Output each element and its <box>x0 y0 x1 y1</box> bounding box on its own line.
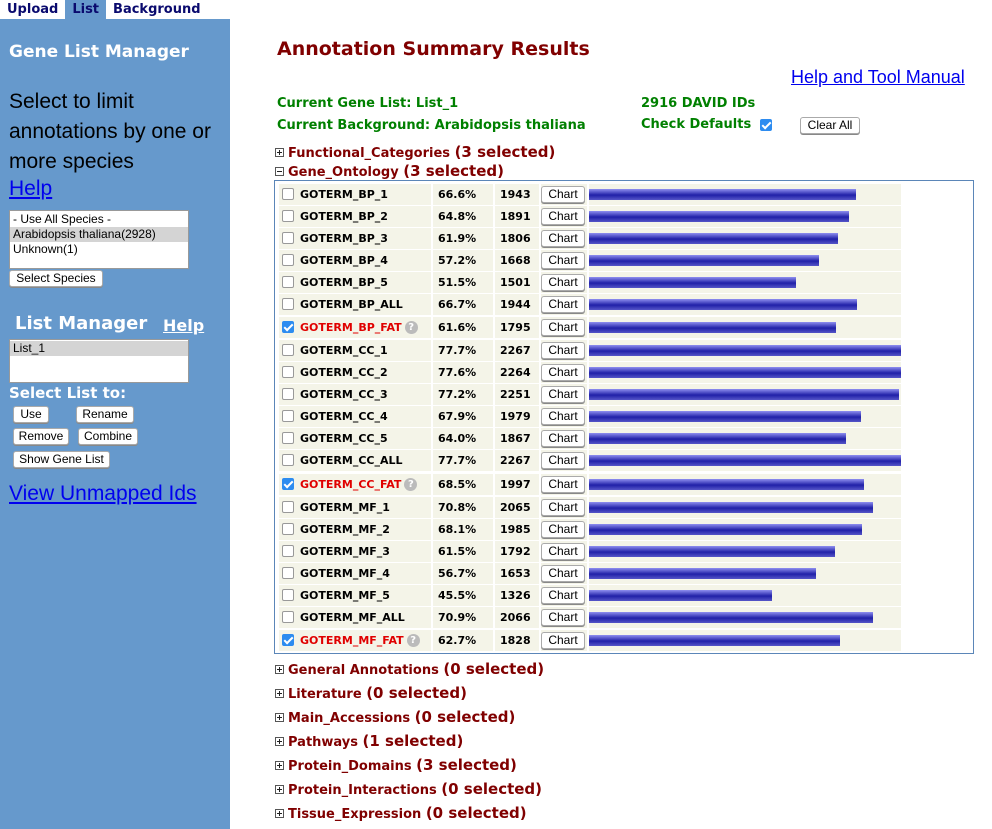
chart-button[interactable]: Chart <box>541 186 585 203</box>
expand-icon[interactable] <box>275 761 284 770</box>
go-term-name: GOTERM_BP_FAT ? <box>300 321 418 334</box>
go-term-count: 1985 <box>500 523 531 536</box>
go-term-count: 1891 <box>500 210 531 223</box>
list-manager-title: List Manager <box>15 313 148 334</box>
go-term-row <box>279 541 901 563</box>
go-term-checkbox[interactable] <box>282 321 294 333</box>
go-term-count: 1668 <box>500 254 531 267</box>
go-term-bar <box>589 367 901 378</box>
go-term-bar <box>589 590 772 601</box>
go-term-row <box>279 607 901 629</box>
chart-button[interactable]: Chart <box>541 364 585 381</box>
go-term-percent: 62.7% <box>438 634 477 647</box>
go-term-bar <box>589 233 838 244</box>
chart-button[interactable]: Chart <box>541 587 585 604</box>
chart-button[interactable]: Chart <box>541 296 585 313</box>
category-name: Protein_Interactions <box>288 783 437 798</box>
category-name: General Annotations <box>288 663 439 678</box>
help-manual-link[interactable]: Help and Tool Manual <box>791 67 965 87</box>
go-term-checkbox[interactable] <box>282 366 294 378</box>
chart-button[interactable]: Chart <box>541 274 585 291</box>
go-term-bar <box>589 524 862 535</box>
go-term-name: GOTERM_MF_3 <box>300 545 390 558</box>
chart-button[interactable]: Chart <box>541 543 585 560</box>
collapse-icon[interactable] <box>275 167 284 176</box>
show-gene-list-button[interactable]: Show Gene List <box>13 451 110 468</box>
go-term-checkbox[interactable] <box>282 344 294 356</box>
go-term-bar <box>589 411 861 422</box>
go-term-percent: 68.5% <box>438 478 477 491</box>
rename-button[interactable]: Rename <box>76 406 134 423</box>
go-term-checkbox[interactable] <box>282 545 294 557</box>
go-term-name: GOTERM_MF_ALL <box>300 611 405 624</box>
go-term-name: GOTERM_BP_ALL <box>300 298 403 311</box>
go-term-row <box>279 519 901 541</box>
category-row[interactable] <box>275 684 467 702</box>
expand-icon[interactable] <box>275 665 284 674</box>
go-term-name: GOTERM_MF_1 <box>300 501 390 514</box>
category-row[interactable] <box>275 756 517 774</box>
category-count: (0 selected) <box>366 684 467 702</box>
go-term-row <box>279 474 901 496</box>
go-term-name: GOTERM_CC_ALL <box>300 454 403 467</box>
help-question-icon[interactable]: ? <box>405 321 418 334</box>
go-term-name: GOTERM_BP_4 <box>300 254 388 267</box>
go-term-row <box>279 563 901 585</box>
go-term-bar <box>589 502 873 513</box>
go-term-bar <box>589 612 873 623</box>
tab-list[interactable]: List <box>65 0 106 19</box>
go-term-bar <box>589 277 796 288</box>
category-gene-ontology[interactable] <box>275 162 504 180</box>
go-term-row <box>279 206 901 228</box>
category-name: Pathways <box>288 735 359 750</box>
gene-list-option[interactable]: List_1 <box>10 341 188 356</box>
go-term-count: 2065 <box>500 501 531 514</box>
go-term-percent: 64.8% <box>438 210 477 223</box>
go-term-checkbox[interactable] <box>282 432 294 444</box>
go-term-checkbox[interactable] <box>282 523 294 535</box>
go-term-percent: 66.6% <box>438 188 477 201</box>
go-term-row <box>279 497 901 519</box>
category-count: (3 selected) <box>454 143 556 161</box>
chart-button[interactable]: Chart <box>541 208 585 225</box>
go-term-checkbox[interactable] <box>282 634 294 646</box>
go-term-count: 2251 <box>500 388 531 401</box>
category-count: (0 selected) <box>443 660 545 678</box>
go-term-bar <box>589 389 899 400</box>
check-defaults <box>641 117 772 132</box>
go-term-checkbox[interactable] <box>282 298 294 310</box>
go-term-name: GOTERM_CC_5 <box>300 432 388 445</box>
go-term-checkbox[interactable] <box>282 454 294 466</box>
expand-icon[interactable] <box>275 809 284 818</box>
go-term-count: 2267 <box>500 344 531 357</box>
category-count: (3 selected) <box>416 756 517 774</box>
go-term-row <box>279 384 901 406</box>
current-gene-list: Current Gene List: List_1 <box>277 96 459 111</box>
go-term-row <box>279 184 901 206</box>
go-term-count: 1943 <box>500 188 531 201</box>
top-tabs <box>0 0 208 19</box>
chart-button[interactable]: Chart <box>541 430 585 447</box>
go-term-name: GOTERM_BP_2 <box>300 210 388 223</box>
go-term-percent: 61.5% <box>438 545 477 558</box>
go-term-name: GOTERM_MF_5 <box>300 589 390 602</box>
go-term-count: 1806 <box>500 232 531 245</box>
go-term-percent: 64.0% <box>438 432 477 445</box>
go-term-checkbox[interactable] <box>282 410 294 422</box>
chart-button[interactable]: Chart <box>541 319 585 336</box>
sidebar <box>0 19 230 829</box>
expand-icon[interactable] <box>275 148 284 157</box>
go-term-row <box>279 340 901 362</box>
go-term-percent: 61.9% <box>438 232 477 245</box>
go-term-name: GOTERM_CC_2 <box>300 366 388 379</box>
go-term-count: 2267 <box>500 454 531 467</box>
go-term-percent: 45.5% <box>438 589 477 602</box>
go-term-percent: 67.9% <box>438 410 477 423</box>
view-unmapped-ids-link[interactable]: View Unmapped Ids <box>9 482 197 505</box>
go-term-name: GOTERM_BP_5 <box>300 276 388 289</box>
select-species-button[interactable]: Select Species <box>9 270 103 287</box>
go-term-name: GOTERM_BP_1 <box>300 188 388 201</box>
go-term-checkbox[interactable] <box>282 388 294 400</box>
go-term-name: GOTERM_BP_3 <box>300 232 388 245</box>
go-term-bar <box>589 299 857 310</box>
expand-icon[interactable] <box>275 785 284 794</box>
go-term-row <box>279 406 901 428</box>
category-row[interactable] <box>275 660 544 678</box>
gene-ontology-panel <box>274 180 974 654</box>
go-term-percent: 70.9% <box>438 611 477 624</box>
chart-button[interactable]: Chart <box>541 408 585 425</box>
category-functional-categories[interactable] <box>275 143 555 161</box>
go-term-checkbox[interactable] <box>282 254 294 266</box>
go-term-name: GOTERM_MF_4 <box>300 567 390 580</box>
category-row[interactable] <box>275 708 515 726</box>
chart-button[interactable]: Chart <box>541 565 585 582</box>
chart-button[interactable]: Chart <box>541 609 585 626</box>
category-count: (1 selected) <box>362 732 464 750</box>
category-row[interactable] <box>275 780 542 798</box>
go-term-checkbox[interactable] <box>282 589 294 601</box>
sidebar-title: Gene List Manager <box>9 42 189 62</box>
go-term-checkbox[interactable] <box>282 611 294 623</box>
chart-button[interactable]: Chart <box>541 476 585 493</box>
page-title: Annotation Summary Results <box>277 38 590 60</box>
go-term-row <box>279 450 901 472</box>
tab-background[interactable]: Background <box>106 0 208 19</box>
go-term-checkbox[interactable] <box>282 501 294 513</box>
go-term-bar <box>589 345 901 356</box>
category-name: Main_Accessions <box>288 711 411 726</box>
chart-button[interactable]: Chart <box>541 632 585 649</box>
go-term-name: GOTERM_CC_4 <box>300 410 388 423</box>
go-term-count: 2264 <box>500 366 531 379</box>
go-term-count: 2066 <box>500 611 531 624</box>
go-term-percent: 56.7% <box>438 567 477 580</box>
go-term-percent: 66.7% <box>438 298 477 311</box>
combine-button[interactable]: Combine <box>78 428 138 445</box>
go-term-row <box>279 228 901 250</box>
go-term-checkbox[interactable] <box>282 210 294 222</box>
go-term-name: GOTERM_MF_2 <box>300 523 390 536</box>
go-term-percent: 77.7% <box>438 344 477 357</box>
go-term-row <box>279 317 901 339</box>
species-option[interactable]: Arabidopsis thaliana(2928) <box>10 227 188 242</box>
go-term-bar <box>589 479 864 490</box>
go-term-percent: 77.2% <box>438 388 477 401</box>
check-defaults-checkbox[interactable] <box>760 119 772 131</box>
go-term-name: GOTERM_MF_FAT ? <box>300 634 420 647</box>
category-name: Gene_Ontology <box>288 165 399 180</box>
go-term-bar <box>589 255 819 266</box>
go-term-bar <box>589 635 840 646</box>
category-count: (0 selected) <box>425 804 527 822</box>
species-listbox[interactable] <box>9 210 189 269</box>
go-term-row <box>279 428 901 450</box>
go-term-name: GOTERM_CC_1 <box>300 344 388 357</box>
clear-all-button[interactable]: Clear All <box>800 117 860 134</box>
category-name: Protein_Domains <box>288 759 412 774</box>
go-term-name: GOTERM_CC_FAT ? <box>300 478 417 491</box>
check-defaults-label: Check Defaults <box>641 117 752 132</box>
go-term-bar <box>589 433 846 444</box>
go-term-bar <box>589 546 835 557</box>
species-option[interactable]: Unknown(1) <box>13 242 78 256</box>
go-term-percent: 57.2% <box>438 254 477 267</box>
species-description: Select to limit annotations by one or more species <box>9 90 211 173</box>
go-term-checkbox[interactable] <box>282 567 294 579</box>
go-term-checkbox[interactable] <box>282 188 294 200</box>
category-count: (0 selected) <box>441 780 543 798</box>
go-term-bar <box>589 189 856 200</box>
go-term-count: 1828 <box>500 634 531 647</box>
go-term-checkbox[interactable] <box>282 478 294 490</box>
go-term-checkbox[interactable] <box>282 276 294 288</box>
help-question-icon[interactable]: ? <box>407 634 420 647</box>
go-term-count: 1867 <box>500 432 531 445</box>
go-term-percent: 61.6% <box>438 321 477 334</box>
go-term-row <box>279 585 901 607</box>
chart-button[interactable]: Chart <box>541 452 585 469</box>
expand-icon[interactable] <box>275 737 284 746</box>
go-term-name: GOTERM_CC_3 <box>300 388 388 401</box>
david-ids-count: 2916 DAVID IDs <box>641 96 756 111</box>
go-term-row <box>279 362 901 384</box>
go-term-count: 1653 <box>500 567 531 580</box>
go-term-row <box>279 250 901 272</box>
gene-list-listbox[interactable] <box>9 339 189 383</box>
current-background: Current Background: Arabidopsis thaliana <box>277 118 586 133</box>
help-question-icon[interactable]: ? <box>404 478 417 491</box>
go-term-count: 1997 <box>500 478 531 491</box>
go-term-percent: 77.6% <box>438 366 477 379</box>
species-option[interactable]: - Use All Species - <box>13 212 112 226</box>
tab-upload[interactable]: Upload <box>0 0 65 19</box>
go-term-percent: 77.7% <box>438 454 477 467</box>
expand-icon[interactable] <box>275 713 284 722</box>
chart-button[interactable]: Chart <box>541 252 585 269</box>
go-term-bar <box>589 455 901 466</box>
go-term-count: 1326 <box>500 589 531 602</box>
go-term-percent: 51.5% <box>438 276 477 289</box>
go-term-bar <box>589 211 849 222</box>
category-name: Tissue_Expression <box>288 807 422 822</box>
go-term-percent: 68.1% <box>438 523 477 536</box>
category-count: (0 selected) <box>414 708 516 726</box>
expand-icon[interactable] <box>275 689 284 698</box>
go-term-count: 1795 <box>500 321 531 334</box>
go-term-count: 1979 <box>500 410 531 423</box>
category-name: Literature <box>288 687 362 702</box>
list-manager-help-link[interactable]: Help <box>163 316 205 335</box>
select-list-title: Select List to: <box>9 384 127 402</box>
category-name: Functional_Categories <box>288 146 451 161</box>
go-term-percent: 70.8% <box>438 501 477 514</box>
go-term-checkbox[interactable] <box>282 232 294 244</box>
species-help-link[interactable]: Help <box>9 177 53 200</box>
go-term-row <box>279 272 901 294</box>
category-count: (3 selected) <box>403 162 504 180</box>
go-term-count: 1792 <box>500 545 531 558</box>
chart-button[interactable]: Chart <box>541 521 585 538</box>
chart-button[interactable]: Chart <box>541 230 585 247</box>
category-row[interactable] <box>275 732 463 750</box>
go-term-count: 1501 <box>500 276 531 289</box>
go-term-bar <box>589 322 836 333</box>
go-term-bar <box>589 568 816 579</box>
go-term-row <box>279 294 901 316</box>
use-button[interactable]: Use <box>13 406 49 423</box>
chart-button[interactable]: Chart <box>541 342 585 359</box>
category-row[interactable] <box>275 804 527 822</box>
chart-button[interactable]: Chart <box>541 499 585 516</box>
go-term-row <box>279 630 901 652</box>
remove-button[interactable]: Remove <box>13 428 69 445</box>
chart-button[interactable]: Chart <box>541 386 585 403</box>
go-term-count: 1944 <box>500 298 531 311</box>
